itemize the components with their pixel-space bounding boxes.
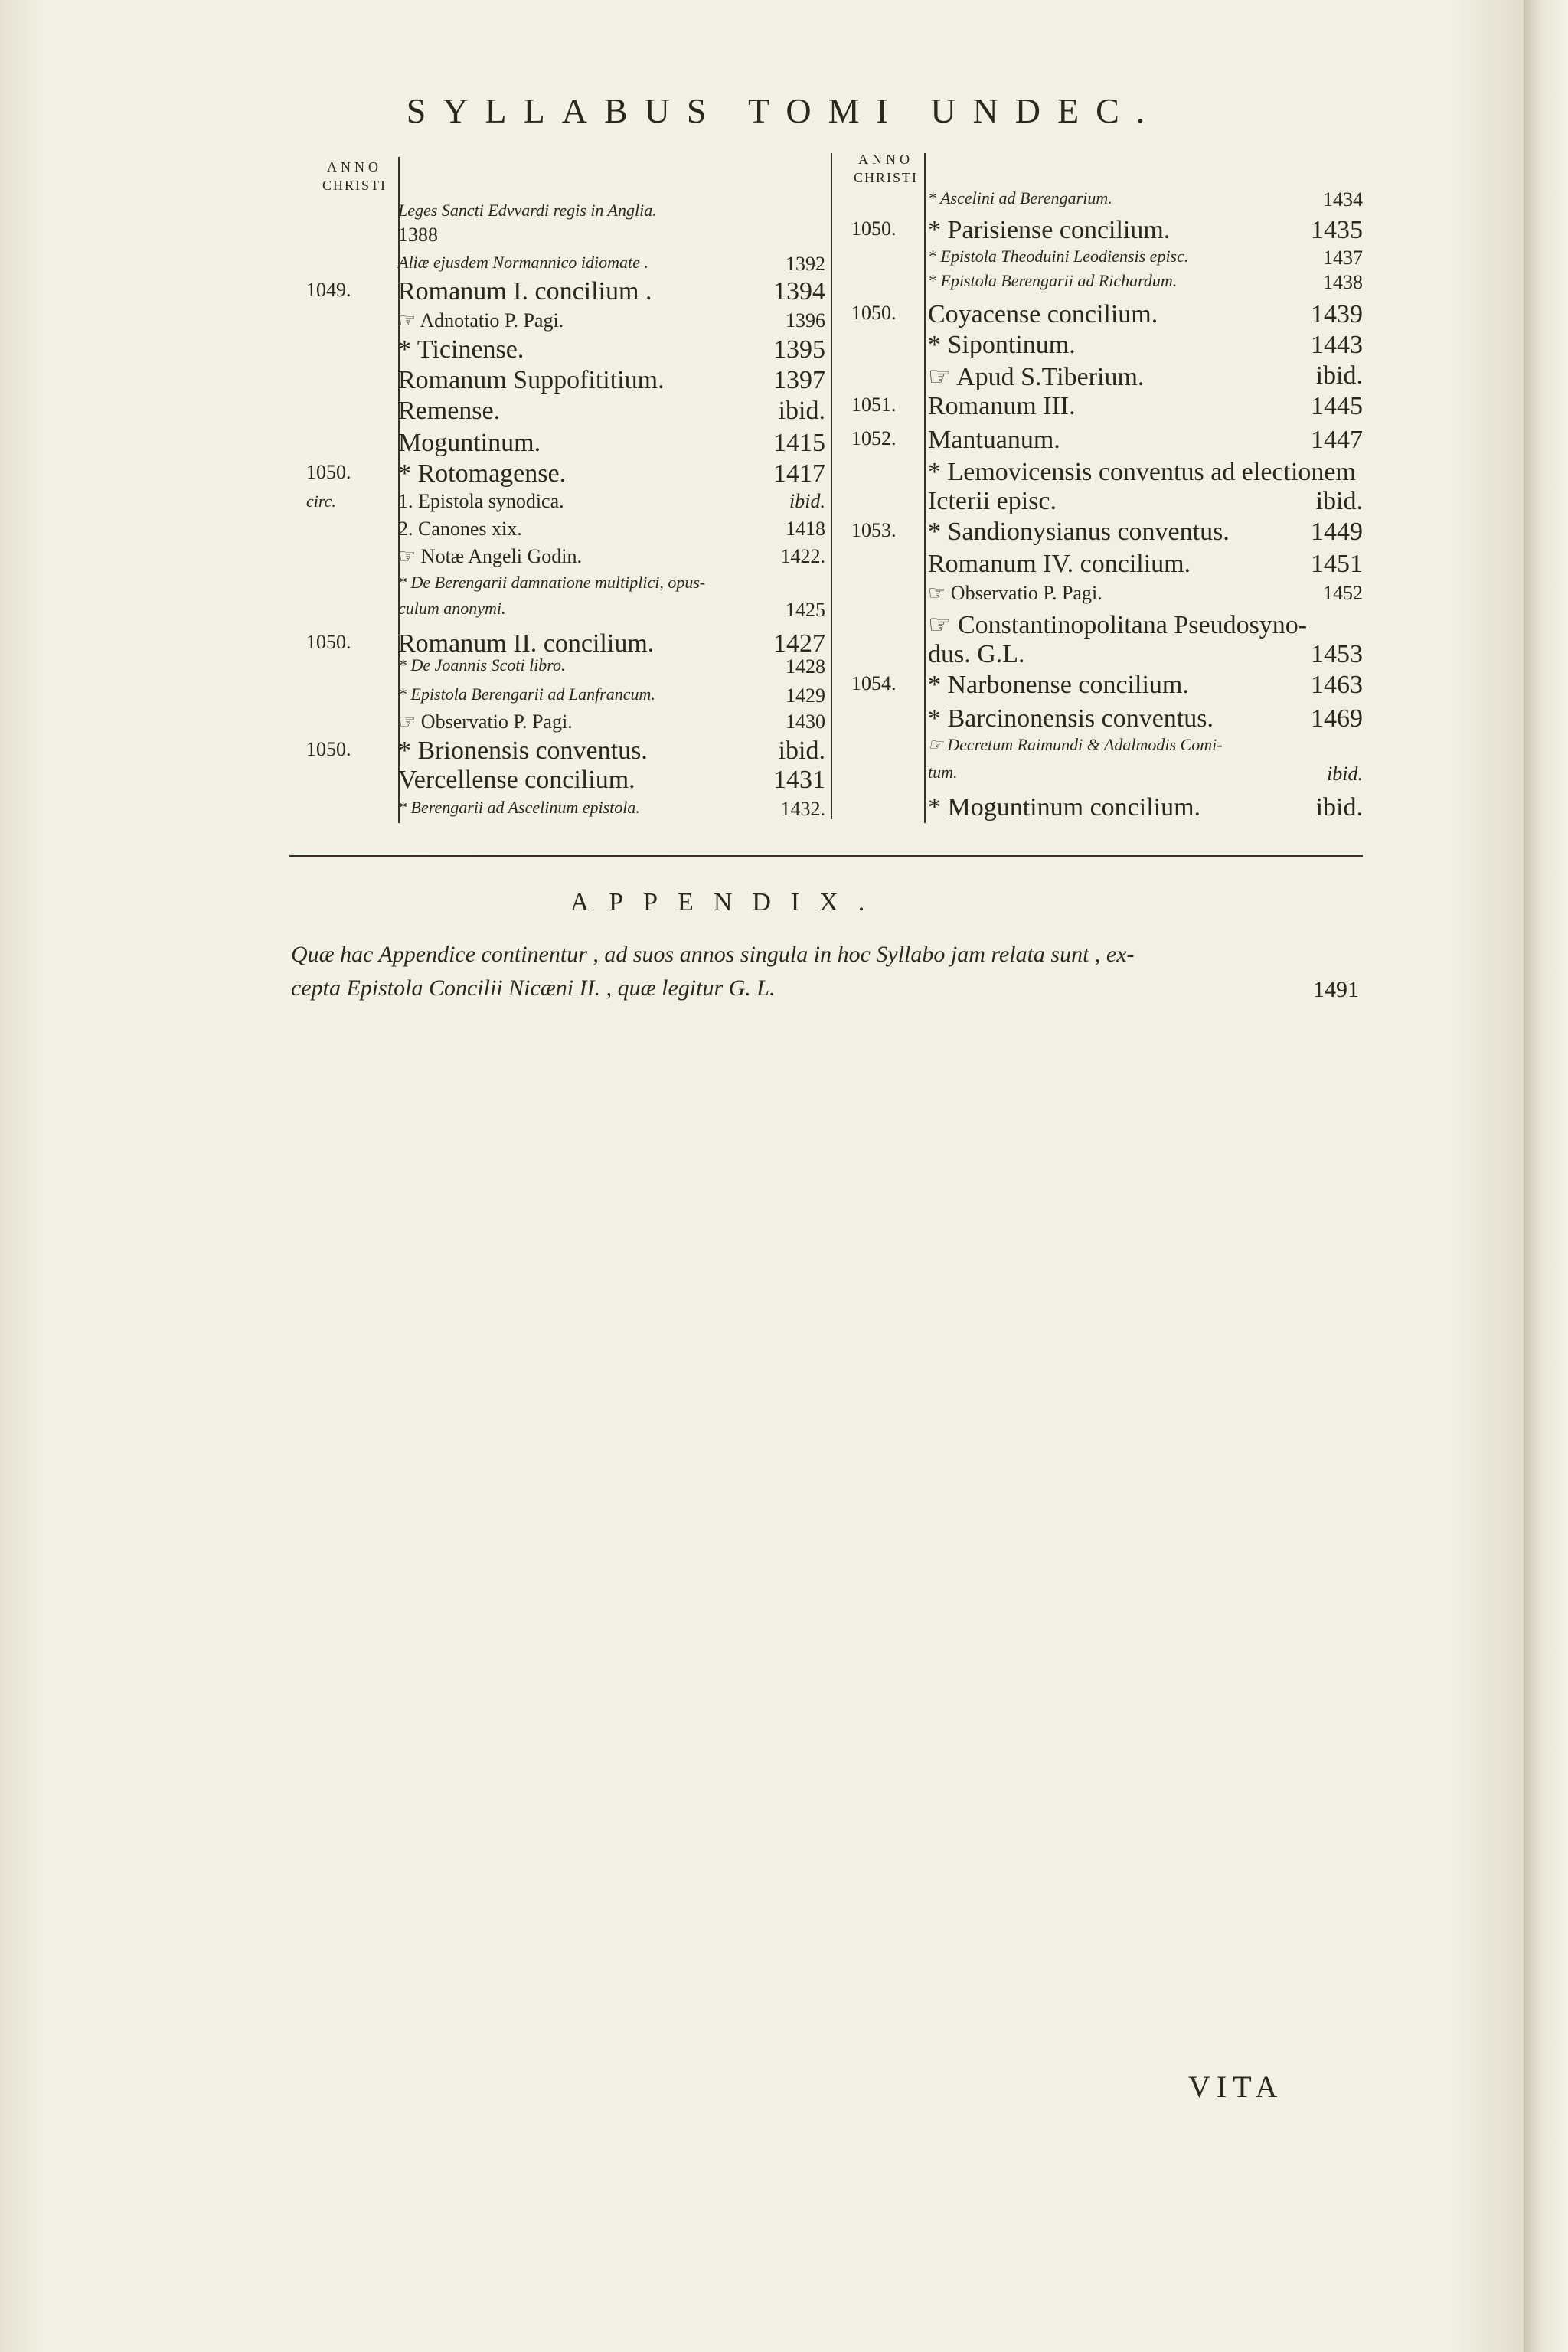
left-entry-page: ibid. <box>789 490 825 512</box>
right-entry-title: * Ascelini ad Berengarium. <box>928 188 1112 207</box>
left-entry-page: 1425 <box>786 599 825 621</box>
right-entry-page: 1438 <box>1323 271 1363 293</box>
left-entry-title: * Epistola Berengarii ad Lanfrancum. <box>398 684 655 704</box>
left-entry-title: Aliæ ejusdem Normannico idiomate . <box>398 253 648 272</box>
right-entry-page: 1439 <box>1311 300 1363 328</box>
left-entry-title: Vercellense concilium. <box>398 766 635 794</box>
left-entry-page: 1428 <box>786 655 825 678</box>
right-entry-title: * Epistola Theoduini Leodiensis episc. <box>928 247 1189 266</box>
left-entry-year: 1050. <box>306 461 351 483</box>
right-entry-page: 1453 <box>1311 640 1363 668</box>
right-entry-title: * Lemovicensis conventus ad electionem <box>928 458 1356 486</box>
facing-page-edge <box>1524 0 1568 2352</box>
left-entry-title: * De Joannis Scoti libro. <box>398 655 566 675</box>
right-entry-title: * Sandionysianus conventus. <box>928 518 1230 546</box>
appendix-page: 1491 <box>1313 977 1359 1002</box>
left-entry-title: ☞ Observatio P. Pagi. <box>398 710 573 733</box>
left-entry-page: 1394 <box>773 277 825 305</box>
right-entry-year: 1050. <box>851 302 897 324</box>
right-entry-page: ibid. <box>1315 361 1363 390</box>
left-entry-title: ☞ Notæ Angeli Godin. <box>398 545 582 567</box>
right-entry-page: 1445 <box>1311 392 1363 420</box>
left-entry-page: 1418 <box>786 518 825 540</box>
appendix-line-2: cepta Epistola Concilii Nicæni II. , quæ legitur G. L. <box>291 975 776 1001</box>
left-entry-page: 1430 <box>786 710 825 733</box>
left-entry-title: Remense. <box>398 397 501 425</box>
left-entry-page: 1392 <box>786 253 825 275</box>
right-entry-page: ibid. <box>1327 763 1363 785</box>
right-entry-title: tum. <box>928 763 958 782</box>
page-header: SYLLABUS TOMI UNDEC. <box>406 91 1162 130</box>
left-anno-label: ANNO <box>327 159 382 175</box>
catchword: VITA <box>1188 2069 1284 2104</box>
right-entry-page: 1463 <box>1311 671 1363 699</box>
left-entry-page: 1396 <box>786 309 825 332</box>
right-entry-title: Romanum III. <box>928 392 1076 420</box>
right-entry-title: dus. G.L. <box>928 640 1025 668</box>
left-entry-year: 1050. <box>306 738 351 760</box>
left-entry-page: 1417 <box>773 459 825 488</box>
left-entry-page: 1432. <box>780 798 825 820</box>
right-anno-header <box>841 150 931 187</box>
left-entry-title: * De Berengarii damnatione multiplici, opus- <box>398 573 706 592</box>
appendix-title: APPENDIX. <box>570 888 885 916</box>
left-entry-page: 1397 <box>773 366 825 394</box>
right-entry-page: 1443 <box>1311 331 1363 359</box>
right-entry-title: Romanum IV. concilium. <box>928 550 1191 578</box>
right-entry-title: ☞ Constantinopolitana Pseudosyno- <box>928 611 1308 639</box>
left-anno-header <box>309 158 400 194</box>
left-entry-page: 1415 <box>773 429 825 457</box>
right-entry-page: 1469 <box>1311 704 1363 733</box>
left-entry-title: * Berengarii ad Ascelinum epistola. <box>398 798 640 817</box>
left-entry-title: Moguntinum. <box>398 429 541 457</box>
right-entry-title: ☞ Apud S.Tiberium. <box>928 363 1145 391</box>
right-entry-page: 1435 <box>1311 216 1363 244</box>
right-entry-title: Coyacense concilium. <box>928 300 1158 328</box>
right-entry-title: * Narbonense concilium. <box>928 671 1189 699</box>
right-entry-page: 1452 <box>1323 582 1363 604</box>
right-entry-page: 1447 <box>1311 426 1363 454</box>
left-entry-year: circ. <box>306 492 336 511</box>
appendix-line-1: Quæ hac Appendice continentur , ad suos annos singula in hoc Syllabo jam relata sunt , ex- <box>291 942 1135 967</box>
right-entry-title: Icterii episc. <box>928 487 1057 515</box>
right-anno-label: ANNO <box>858 152 913 167</box>
left-entry-page: 1427 <box>773 629 825 658</box>
right-entry-page: 1451 <box>1311 550 1363 578</box>
right-entry-title: * Epistola Berengarii ad Richardum. <box>928 271 1178 290</box>
left-entry-title: Romanum I. concilium . <box>398 277 652 305</box>
right-entry-year: 1053. <box>851 519 897 541</box>
left-entry-page: 1431 <box>773 766 825 794</box>
left-entry-title: Romanum II. concilium. <box>398 629 655 658</box>
right-entry-year: 1050. <box>851 217 897 240</box>
right-entry-year: 1051. <box>851 394 897 416</box>
left-christi-label: CHRISTI <box>322 178 387 193</box>
left-entry-page: 1395 <box>773 335 825 364</box>
left-entry-title: culum anonymi. <box>398 599 506 618</box>
left-entry-page: 1422. <box>780 545 825 567</box>
right-entry-page: ibid. <box>1315 793 1363 822</box>
right-entry-title: * Barcinonensis conventus. <box>928 704 1214 733</box>
right-entry-title: * Moguntinum concilium. <box>928 793 1201 822</box>
right-entry-title: ☞ Decretum Raimundi & Adalmodis Comi- <box>928 735 1223 754</box>
left-entry-title: 2. Canones xix. <box>398 518 522 540</box>
right-entry-title: ☞ Observatio P. Pagi. <box>928 582 1102 604</box>
right-entry-page: ibid. <box>1315 487 1363 515</box>
left-entry-title: * Ticinense. <box>398 335 524 364</box>
left-entry-page: ibid. <box>778 737 825 765</box>
left-entry-title: ☞ Adnotatio P. Pagi. <box>398 309 564 332</box>
left-entry-title: * Brionensis conventus. <box>398 737 648 765</box>
left-column-right-rule <box>831 153 832 819</box>
left-entry-page: ibid. <box>778 397 825 425</box>
left-entry-year: 1050. <box>306 631 351 653</box>
right-entry-year: 1054. <box>851 672 897 694</box>
left-entry-title: 1. Epistola synodica. <box>398 490 564 512</box>
right-entry-page: 1449 <box>1311 518 1363 546</box>
left-entry-page: 1429 <box>786 684 825 707</box>
right-entry-year: 1052. <box>851 427 897 449</box>
right-christi-label: CHRISTI <box>853 170 918 185</box>
left-entry-title: 1388 <box>398 224 438 246</box>
left-entry-title: * Rotomagense. <box>398 459 567 488</box>
left-entry-year: 1049. <box>306 279 351 301</box>
right-entry-title: Mantuanum. <box>928 426 1060 454</box>
left-entry-title: Romanum Suppofititium. <box>398 366 665 394</box>
right-entry-title: * Sipontinum. <box>928 331 1076 359</box>
right-entry-page: 1437 <box>1323 247 1363 269</box>
left-entry-title: Leges Sancti Edvvardi regis in Anglia. <box>398 201 657 220</box>
section-divider <box>289 855 1363 858</box>
right-year-rule <box>924 153 926 823</box>
right-entry-page: 1434 <box>1323 188 1363 211</box>
right-entry-title: * Parisiense concilium. <box>928 216 1171 244</box>
